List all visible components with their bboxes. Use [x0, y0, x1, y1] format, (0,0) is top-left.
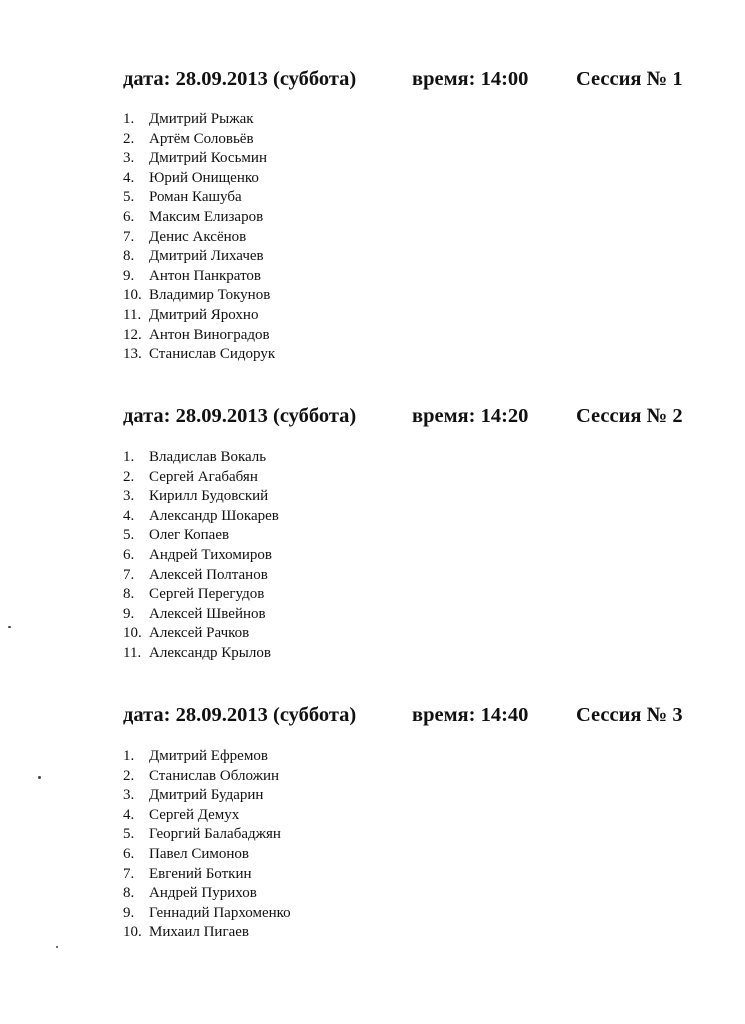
- scan-speck: [38, 776, 41, 779]
- participant-name: Дмитрий Бударин: [149, 787, 264, 804]
- session-time: время: 14:40: [412, 704, 529, 726]
- participant-item: [123, 448, 279, 468]
- participant-number: 9.: [123, 605, 135, 622]
- participant-number: 4.: [123, 806, 135, 823]
- participant-number: 8.: [123, 586, 135, 603]
- participant-number: 4.: [123, 169, 135, 186]
- participant-number: 3.: [123, 787, 135, 804]
- participant-number: 11.: [123, 644, 142, 661]
- session-date: дата: 28.09.2013 (суббота): [123, 68, 357, 90]
- participant-name: Олег Копаев: [149, 527, 230, 544]
- participant-name: Дмитрий Рыжак: [149, 111, 254, 127]
- participant-item: [123, 247, 275, 267]
- session-1: [0, 68, 745, 363]
- session-number: Сессия № 1: [576, 68, 683, 90]
- participant-item: [123, 306, 275, 326]
- participant-name: Александр Крылов: [149, 644, 271, 661]
- participant-item: [123, 585, 279, 605]
- participant-name: Александр Шокарев: [149, 507, 279, 524]
- participant-name: Андрей Пурихов: [149, 885, 257, 902]
- participant-name: Владислав Вокаль: [149, 449, 267, 465]
- participant-name: Дмитрий Лихачев: [149, 248, 264, 265]
- participant-number: 8.: [123, 248, 135, 265]
- participant-number: 6.: [123, 845, 135, 862]
- participant-number: 10.: [123, 287, 142, 304]
- participant-name: Антон Виноградов: [149, 326, 270, 343]
- participant-item: [123, 923, 291, 943]
- participant-name: Станислав Обложин: [149, 767, 280, 784]
- participant-item: [123, 566, 279, 586]
- participant-item: [123, 865, 291, 885]
- scan-speck: [8, 626, 11, 628]
- session-header: [0, 405, 745, 435]
- participant-item: [123, 644, 279, 664]
- participant-item: [123, 825, 291, 845]
- participant-number: 7.: [123, 865, 135, 882]
- participant-number: 9.: [123, 267, 135, 284]
- participant-item: [123, 845, 291, 865]
- participant-name: Денис Аксёнов: [149, 228, 247, 245]
- participant-number: 7.: [123, 228, 135, 245]
- participant-number: 8.: [123, 885, 135, 902]
- participant-item: [123, 747, 291, 767]
- participant-name: Владимир Токунов: [149, 287, 271, 304]
- participant-name: Сергей Демух: [149, 806, 240, 823]
- participant-name: Андрей Тихомиров: [149, 546, 272, 563]
- participant-name: Роман Кашуба: [149, 189, 242, 206]
- participant-name: Георгий Балабаджян: [149, 826, 281, 843]
- session-date: дата: 28.09.2013 (суббота): [123, 704, 357, 726]
- participant-name: Сергей Агабабян: [149, 468, 258, 485]
- participant-number: 2.: [123, 767, 135, 784]
- participant-name: Дмитрий Ярохно: [149, 306, 259, 323]
- participant-number: 6.: [123, 546, 135, 563]
- participant-number: 1.: [123, 111, 135, 127]
- session-number: Сессия № 3: [576, 704, 683, 726]
- participant-name: Павел Симонов: [149, 845, 250, 862]
- participant-list: [123, 747, 291, 943]
- participant-number: 4.: [123, 507, 135, 524]
- participant-number: 10.: [123, 924, 142, 941]
- scan-speck: [56, 946, 58, 948]
- participant-name: Артём Соловьёв: [149, 130, 254, 147]
- participant-name: Алексей Полтанов: [149, 566, 268, 583]
- participant-item: [123, 605, 279, 625]
- participant-number: 1.: [123, 449, 135, 465]
- session-time: время: 14:20: [412, 405, 529, 427]
- participant-item: [123, 130, 275, 150]
- participant-item: [123, 286, 275, 306]
- participant-item: [123, 326, 275, 346]
- session-2: [0, 405, 745, 661]
- participant-item: [123, 767, 291, 787]
- participant-name: Юрий Онищенко: [149, 169, 259, 186]
- participant-item: [123, 624, 279, 644]
- participant-name: Евгений Боткин: [149, 865, 252, 882]
- participant-name: Станислав Сидорук: [149, 346, 276, 363]
- participant-item: [123, 806, 291, 826]
- participant-list: [123, 110, 275, 365]
- participant-number: 11.: [123, 306, 142, 323]
- session-header: [0, 68, 745, 98]
- participant-name: Михаил Пигаев: [149, 924, 249, 941]
- participant-list: [123, 448, 279, 664]
- participant-item: [123, 507, 279, 527]
- participant-number: 2.: [123, 468, 135, 485]
- participant-number: 5.: [123, 189, 135, 206]
- participant-number: 9.: [123, 904, 135, 921]
- participant-item: [123, 904, 291, 924]
- participant-number: 3.: [123, 488, 135, 505]
- participant-item: [123, 228, 275, 248]
- participant-number: 7.: [123, 566, 135, 583]
- participant-name: Геннадий Пархоменко: [149, 904, 291, 921]
- participant-name: Сергей Перегудов: [149, 586, 265, 603]
- participant-number: 5.: [123, 527, 135, 544]
- participant-number: 10.: [123, 625, 142, 642]
- participant-name: Кирилл Будовский: [149, 488, 269, 505]
- participant-number: 3.: [123, 150, 135, 167]
- participant-name: Дмитрий Косьмин: [149, 150, 267, 167]
- participant-number: 5.: [123, 826, 135, 843]
- participant-item: [123, 468, 279, 488]
- participant-number: 2.: [123, 130, 135, 147]
- participant-item: [123, 526, 279, 546]
- participant-item: [123, 786, 291, 806]
- participant-name: Максим Елизаров: [149, 208, 264, 225]
- participant-number: 13.: [123, 346, 142, 363]
- session-date: дата: 28.09.2013 (суббота): [123, 405, 357, 427]
- participant-item: [123, 267, 275, 287]
- session-3: [0, 704, 745, 941]
- participant-item: [123, 188, 275, 208]
- participant-item: [123, 110, 275, 130]
- session-number: Сессия № 2: [576, 405, 683, 427]
- participant-item: [123, 345, 275, 365]
- participant-item: [123, 546, 279, 566]
- participant-item: [123, 169, 275, 189]
- participant-number: 1.: [123, 748, 135, 764]
- participant-name: Алексей Швейнов: [149, 605, 266, 622]
- participant-item: [123, 884, 291, 904]
- participant-number: 6.: [123, 208, 135, 225]
- participant-name: Алексей Рачков: [149, 625, 250, 642]
- participant-item: [123, 487, 279, 507]
- participant-item: [123, 208, 275, 228]
- participant-number: 12.: [123, 326, 142, 343]
- participant-name: Антон Панкратов: [149, 267, 262, 284]
- session-time: время: 14:00: [412, 68, 529, 90]
- session-header: [0, 704, 745, 734]
- participant-item: [123, 149, 275, 169]
- participant-name: Дмитрий Ефремов: [149, 748, 268, 764]
